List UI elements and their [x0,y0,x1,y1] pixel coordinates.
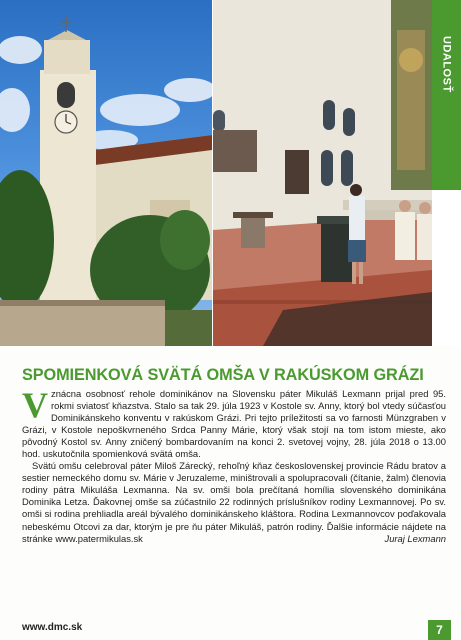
drop-cap: V [22,385,48,425]
paragraph-2-text: Svätú omšu celebroval páter Miloš Zárecký, rehoľný kňaz československej provincie Rádu bratov a sestier nemeckého domu sv. Márie v Jeruzaleme, miništrovali a spolupracovali (čítanie, žalm) členovia rodiny pátra Mikuláša Lexmanna. Na sv. omši bola prečítaná homília slovenského dominikána Dominika Letza. Ďakovnej omše sa zúčastnilo 22 rodinných príslušníkov rodiny Lexmannovej. Po sv. omši si rodina prehliadla areál bývalého dominikánskeho kláštora. Rodina Lexmannovcov poďakovala nebeskému Otcovi za dar, ktorým je pre ňu páter Mikuláš, patrón rodiny. Ďalšie informácie nájdete na stránke www.patermikulas.sk [22,460,446,544]
article-paragraph-2 [22,460,446,544]
section-tab-label: UDALOSŤ [440,36,453,93]
article-headline: SPOMIENKOVÁ SVÄTÁ OMŠA V RAKÚSKOM GRÁZI [22,366,424,384]
article-paragraph-1 [22,385,446,460]
tab-spacer [432,190,461,346]
photo-church-exterior [0,0,212,346]
photo-church-interior [213,0,432,346]
footer-website[interactable]: www.dmc.sk [22,622,83,633]
section-tab [432,0,461,190]
page-number: 7 [428,620,451,640]
article-author: Juraj Lexmann [384,532,446,544]
article-body [22,385,446,545]
paragraph-1-text: znácna osobnosť rehole dominikánov na Slovensku páter Mikuláš Lexmann prijal pred 95. rokmi sviatosť kňazstva. Stalo sa tak 29. júla 1923 v Kostole sv. Anny, ktorý bol vtedy súčasťou Dominikánskeho konventu v rakúskom Grázi. Pri tejto príležitosti sa vo farnosti Münzgraben v Grázi, v Kostole nepoškvrneného Srdca Panny Márie, ktorý však stojí na tom istom mieste, ako pôvodný Kostol sv. Anny zničený bombardovaním na konci 2. svetovej vojny, 28. júla 2018 o 13.00 hod. uskutočnila spomienková svätá omša. [22,388,446,460]
